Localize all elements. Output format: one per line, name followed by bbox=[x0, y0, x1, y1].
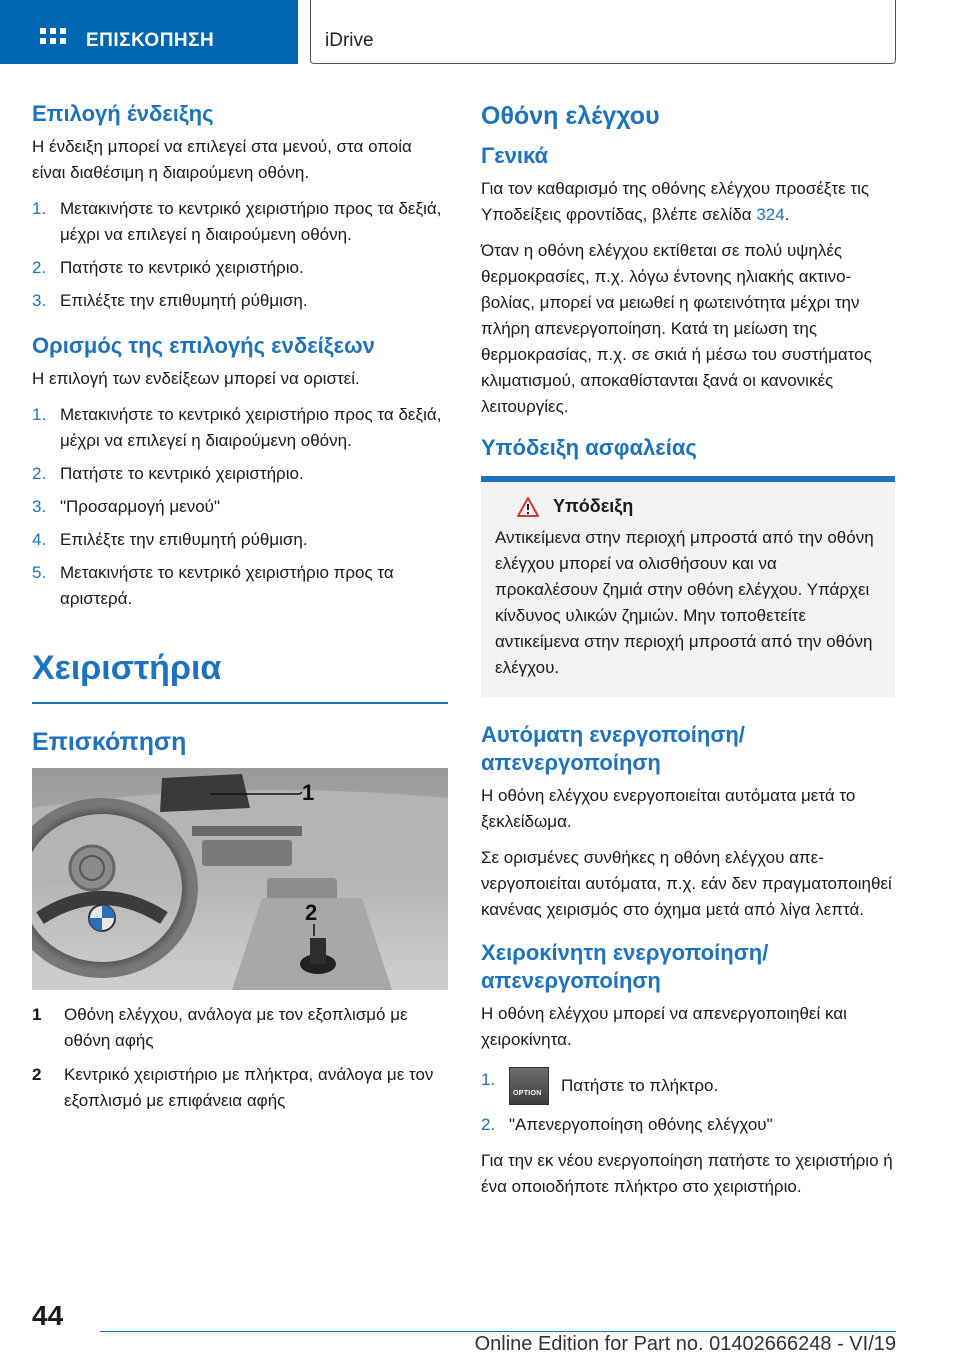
tab-idrive-label: iDrive bbox=[325, 30, 374, 51]
footer-divider bbox=[100, 1331, 896, 1332]
list-item: 1. OPTION Πατήστε το πλήκτρο. bbox=[481, 1067, 895, 1105]
legend-item: 2 Κεντρικό χειριστήριο με πλήκτρα, ανάλογα με τον εξοπλισμό με επιφάνεια αφής bbox=[32, 1065, 434, 1110]
section-title-manual: Χειροκίνητη ενεργοποίηση/ απενεργοποίηση bbox=[481, 940, 769, 993]
steps-list bbox=[481, 1067, 895, 1138]
section-title-overview: Επισκόπηση bbox=[32, 728, 187, 756]
section-title-control-display: Οθόνη ελέγχου bbox=[481, 102, 660, 130]
list-item: 2. Πατήστε το κεντρικό χειριστήριο. bbox=[32, 464, 304, 483]
footer-edition: Online Edition for Part no. 01402666248 - VI/19 bbox=[474, 1333, 896, 1355]
list-item: 2. Πατήστε το κεντρικό χειριστήριο. bbox=[32, 258, 304, 277]
tab-overview-label: ΕΠΙΣΚΟΠΗΣΗ bbox=[86, 30, 215, 51]
list-item: 1. Μετακινήστε το κεντρικό χειριστήριο προς τα δεξιά, μέχρι να επιλεγεί η διαιρούμενη οθόνη. bbox=[32, 199, 442, 244]
legend-item: 1 Οθόνη ελέγχου, ανάλογα με τον εξοπλισμό με οθόνη αφής bbox=[32, 1005, 408, 1050]
list-item: 5. Μετακινήστε το κεντρικό χειριστήριο προς τα αριστερά. bbox=[32, 563, 394, 608]
warning-text: Αντικείμενα στην περιοχή μπροστά από την οθόνη ελέγχου μπορεί να ολισθήσουν και να προκαλέσουν ζημιά στην οθόνη ελέγχου. Υπάρχει κίνδυνος υλικών ζημιών. Μην τοποθετείτε αντικείμενα στην περιοχή μπροστά από την οθόνη ελέγχου. bbox=[495, 528, 874, 677]
steps-list bbox=[32, 402, 448, 612]
list-item: 3. "Προσαρμογή μενού" bbox=[32, 497, 221, 516]
list-item: 1. Μετακινήστε το κεντρικό χειριστήριο προς τα δεξιά, μέχρι να επιλεγεί η διαιρούμενη οθόνη. bbox=[32, 405, 442, 450]
section-title-safety: Υπόδειξη ασφαλείας bbox=[481, 435, 697, 460]
paragraph: Όταν η οθόνη ελέγχου εκτίθεται σε πολύ υψηλές θερμοκρασίες, π.χ. λόγω έντονης ηλιακής ακτινοβολίας, μπορεί να μειωθεί η φωτεινότητα μέχρι την πλήρη απενεργοποίηση. Κατά τη μείωση της θερμοκρασίας, π.χ. σε σκιά ή μέσω του συστήματος κλιματισμού, αποκαθίστανται ξανά οι κανονικές λειτουργίες. bbox=[481, 241, 872, 416]
list-item: 2. "Απενεργοποίηση οθόνης ελέγχου" bbox=[481, 1115, 773, 1134]
page-link[interactable]: 324 bbox=[756, 205, 785, 224]
list-item: 4. Επιλέξτε την επιθυμητή ρύθμιση. bbox=[32, 530, 308, 549]
warning-title: Υπόδειξη bbox=[553, 496, 634, 516]
grid-menu-icon bbox=[40, 28, 66, 48]
chapter-title: Χειριστήρια bbox=[32, 649, 222, 687]
cockpit-photo bbox=[32, 768, 448, 990]
left-column bbox=[32, 100, 448, 1122]
divider bbox=[32, 702, 448, 704]
paragraph: Για την εκ νέου ενεργοποίηση πατήστε το χειριστήριο ή ένα οποιοδήποτε πλήκτρο στο χειριστήριο. bbox=[481, 1151, 893, 1196]
warning-header bbox=[495, 496, 881, 517]
section-title-define-displays: Ορισμός της επιλογής ενδείξεων bbox=[32, 333, 375, 358]
paragraph: Η οθόνη ελέγχου μπορεί να απενεργοποιηθεί και χειροκίνητα. bbox=[481, 1004, 847, 1049]
paragraph: Σε ορισμένες συνθήκες η οθόνη ελέγχου απενεργοποιείται αυτόματα, π.χ. εάν δεν πραγματοποιηθεί κανένας χειρισμός στο όχημα μετά από λίγα λεπτά. bbox=[481, 848, 892, 919]
paragraph: Για τον καθαρισμό της οθόνης ελέγχου προσέξτε τις Υποδείξεις φροντίδας, βλέπε σελίδα 324. bbox=[481, 179, 870, 224]
list-item: 3. Επιλέξτε την επιθυμητή ρύθμιση. bbox=[32, 291, 308, 310]
steps-list bbox=[32, 196, 448, 314]
callout-2: 2 bbox=[305, 900, 318, 925]
option-button-icon: OPTION bbox=[509, 1067, 549, 1105]
chapter-heading bbox=[32, 646, 448, 704]
callout-1: 1 bbox=[302, 780, 315, 805]
warning-box bbox=[481, 482, 895, 697]
right-column bbox=[481, 100, 895, 1210]
tab-overview[interactable] bbox=[0, 0, 298, 64]
page-number: 44 bbox=[32, 1300, 64, 1331]
paragraph: Η επιλογή των ενδείξεων μπορεί να οριστεί. bbox=[32, 369, 360, 388]
section-title-general: Γενικά bbox=[481, 143, 549, 168]
top-navigation bbox=[0, 0, 960, 66]
paragraph: Η οθόνη ελέγχου ενεργοποιείται αυτόματα μετά το ξεκλείδωμα. bbox=[481, 786, 856, 831]
section-title-auto: Αυτόματη ενεργοποίηση/ απενεργοποίηση bbox=[481, 722, 745, 775]
section-title-select-display: Επιλογή ένδειξης bbox=[32, 101, 214, 126]
warning-icon bbox=[517, 497, 539, 517]
paragraph: Η ένδειξη μπορεί να επιλεγεί στα μενού, στα οποία είναι διαθέσιμη η διαιρούμενη οθόνη. bbox=[32, 137, 412, 182]
tab-idrive[interactable] bbox=[310, 0, 896, 64]
